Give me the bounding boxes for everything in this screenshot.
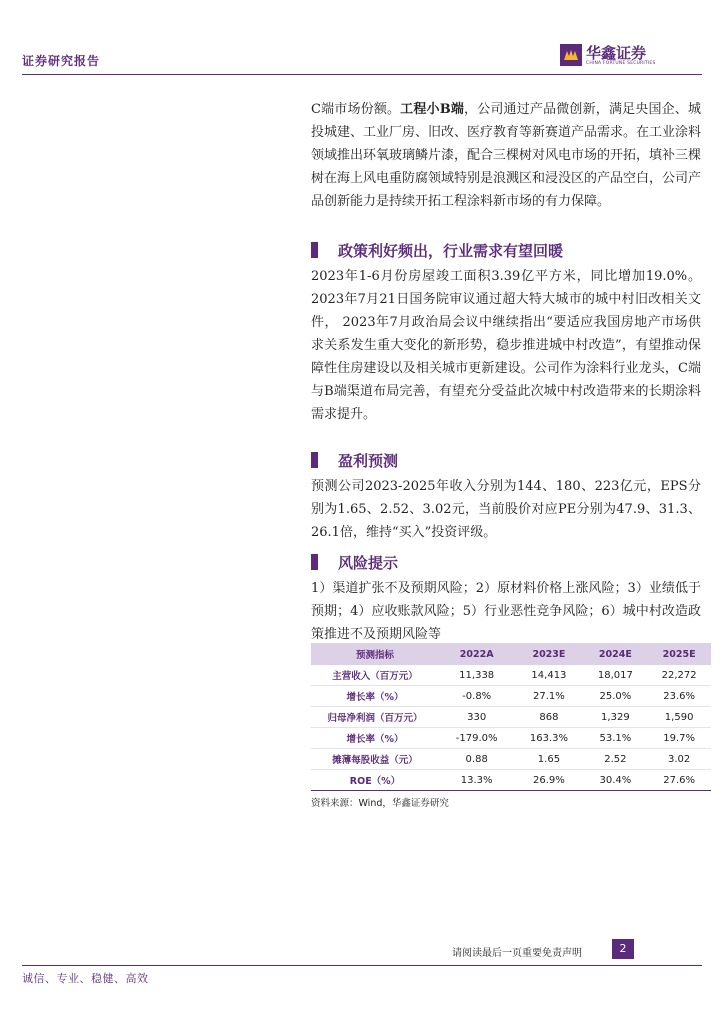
table-cell: 18,017 [584, 665, 648, 686]
table-cell: 2.52 [584, 749, 648, 770]
table-cell: -0.8% [439, 686, 514, 707]
logo-mark-icon [560, 44, 582, 66]
section-body: 1）渠道扩张不及预期风险；2）原材料价格上涨风险；3）业绩低于预期；4）应收账款风险；5）行业恶性竞争风险；6）城中村改造政策推进不及预期风险等 [311, 581, 701, 642]
table-cell: 23.6% [647, 686, 711, 707]
section-risk [311, 550, 701, 646]
footer-divider [22, 965, 702, 966]
table-header-cell: 2023E [514, 643, 583, 665]
table-cell: 11,338 [439, 665, 514, 686]
table-header-row [311, 643, 711, 665]
section-bar-icon [311, 554, 318, 570]
table-cell: 1.65 [514, 749, 583, 770]
row-label: 摊薄每股收益（元） [311, 749, 439, 770]
section-heading [311, 448, 701, 472]
section-heading [311, 550, 701, 574]
table-cell: 1,590 [647, 707, 711, 728]
section-title: 盈利预测 [338, 451, 399, 470]
table-cell: 330 [439, 707, 514, 728]
forecast-table [311, 643, 711, 791]
table-source-note: 资料来源：Wind，华鑫证券研究 [311, 798, 449, 809]
intro-block [311, 98, 701, 213]
page-number: 2 [612, 939, 634, 959]
footer-slogan: 诚信、专业、稳健、高效 [22, 972, 149, 985]
intro-paragraph [311, 98, 701, 213]
table-row [311, 749, 711, 770]
logo-english-name: CHINA FORTUNE SECURITIES [586, 60, 656, 66]
intro-text-rest: ，公司通过产品微创新，满足央国企、城投城建、工业厂房、旧改、医疗教育等新赛道产品需求。在工业涂料领域推出环氧玻璃鳞片漆，配合三棵树对风电市场的开拓，填补三棵树在海上风电重防腐领域特别是浪溅区和浸没区的产品空白，公司产品创新能力是持续开拓工程涂料新市场的有力保障。 [311, 102, 702, 209]
table-cell: 163.3% [514, 728, 583, 749]
table-header-cell: 2025E [647, 643, 711, 665]
table-cell: 27.1% [514, 686, 583, 707]
section-body: 2023年1-6月份房屋竣工面积3.39亿平方米，同比增加19.0%。2023年7月21日国务院审议通过超大特大城市的城中村旧改相关文件， 2023年7月政治局会议中继续指出“要适应我国房地产市场供求关系发生重大变化的新形势，稳步推进城中村改造”，有望推动保障性住房建设以及相关城市更新建设。公司作为涂料行业龙头，C端与B端渠道布局完善，有望充分受益此次城中村改造带来的长期涂料需求提升。 [311, 269, 701, 422]
row-label: 增长率（%） [311, 728, 439, 749]
row-label: ROE（%） [311, 770, 439, 791]
table-row [311, 770, 711, 791]
table-row [311, 686, 711, 707]
section-body: 预测公司2023-2025年收入分别为144、180、223亿元，EPS分别为1.65、2.52、3.02元，当前股价对应PE分别为47.9、31.3、26.1倍，维持“买入”投资评级。 [311, 479, 701, 540]
table-row [311, 707, 711, 728]
table-cell: 25.0% [584, 686, 648, 707]
table-cell: 0.88 [439, 749, 514, 770]
table-cell: 26.9% [514, 770, 583, 791]
logo-chinese-name: 华鑫证券 [586, 43, 647, 62]
intro-text-start: C端市场份额。 [311, 102, 401, 117]
row-label: 归母净利润（百万元） [311, 707, 439, 728]
company-logo [560, 44, 656, 66]
section-bar-icon [311, 242, 318, 258]
table-cell: 14,413 [514, 665, 583, 686]
disclaimer-note: 请阅读最后一页重要免责声明 [452, 948, 582, 959]
report-header-label: 证券研究报告 [22, 54, 101, 68]
table-cell: 30.4% [584, 770, 648, 791]
section-forecast [311, 448, 701, 544]
table-cell: 1,329 [584, 707, 648, 728]
section-title: 政策利好频出，行业需求有望回暖 [338, 241, 564, 260]
section-heading [311, 238, 701, 262]
row-label: 主营收入（百万元） [311, 665, 439, 686]
row-label: 增长率（%） [311, 686, 439, 707]
table-header-cell: 2022A [439, 643, 514, 665]
table-cell: 22,272 [647, 665, 711, 686]
table-cell: 3.02 [647, 749, 711, 770]
table-row [311, 728, 711, 749]
table-cell: -179.0% [439, 728, 514, 749]
table-cell: 27.6% [647, 770, 711, 791]
section-policy [311, 238, 701, 426]
forecast-table-block [311, 643, 711, 809]
intro-bold-term: 工程小B端 [400, 102, 465, 117]
section-title: 风险提示 [338, 553, 399, 572]
table-cell: 868 [514, 707, 583, 728]
table-cell: 19.7% [647, 728, 711, 749]
table-row [311, 665, 711, 686]
table-header-cell: 2024E [584, 643, 648, 665]
table-cell: 53.1% [584, 728, 648, 749]
header-divider [22, 74, 702, 75]
table-cell: 13.3% [439, 770, 514, 791]
table-header-cell: 预测指标 [311, 643, 439, 665]
section-bar-icon [311, 452, 318, 468]
